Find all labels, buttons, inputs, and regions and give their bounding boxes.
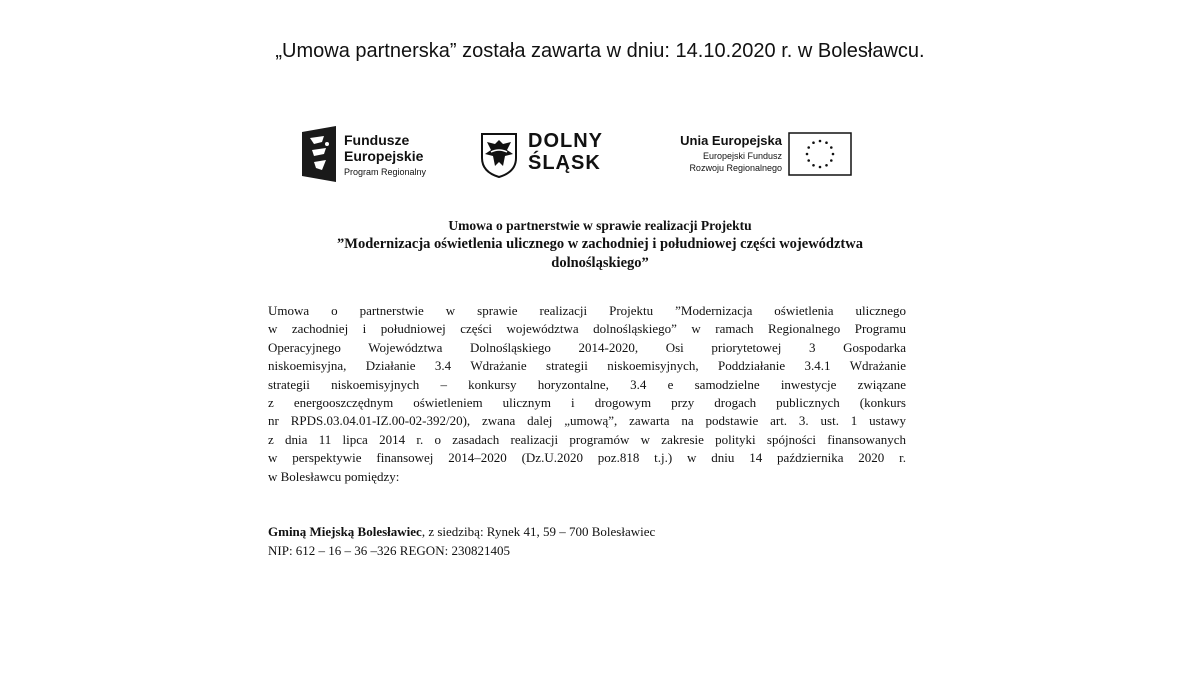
document-heading	[240, 216, 960, 273]
body-line: z dnia 11 lipca 2014 r. o zasadach realizacji programów w zakresie polityki spójności finansowanych	[268, 431, 906, 447]
dolny-slask-line1: DOLNY	[528, 130, 603, 152]
fundusze-europejskie-logo	[302, 126, 442, 186]
fundusze-europejskie-logo-icon	[302, 126, 336, 182]
body-line: w zachodniej i południowej części województwa dolnośląskiego” w ramach Regionalnego Programu	[268, 321, 906, 337]
fundusze-line2: Europejskie	[344, 148, 424, 164]
fundusze-line1: Fundusze	[344, 132, 410, 148]
heading-line2: ”Modernizacja oświetlenia ulicznego w zachodniej i południowej części województwa	[337, 236, 863, 252]
body-line: nr RPDS.03.04.01-IZ.00-02-392/20), zwana dalej „umową”, zawarta na podstawie art. 3. ust. 1 ustawy	[268, 413, 906, 429]
logo-bar	[300, 126, 860, 186]
party-address: , z siedzibą: Rynek 41, 59 – 700 Bolesławiec	[421, 524, 656, 539]
unia-line1: Unia Europejska	[680, 133, 782, 148]
body-line: z energooszczędnym oświetleniem ulicznym i drogowym przy drogach publicznych (konkurs	[268, 394, 906, 410]
document-body	[268, 302, 906, 486]
body-line: strategii niskoemisyjnych – konkursy horyzontalne, 3.4 e samodzielne inwestycje związane	[268, 376, 906, 392]
body-line: w Bolesławcu pomiędzy:	[268, 468, 400, 484]
body-line: w perspektywie finansowej 2014–2020 (Dz.U.2020 poz.818 t.j.) w dniu 14 października 2020 r.	[268, 450, 906, 466]
unia-europejska-logo	[662, 128, 862, 184]
unia-line2: Europejski Fundusz	[702, 151, 782, 161]
heading-line3: dolnośląskiego”	[551, 255, 649, 271]
contract-party	[268, 522, 906, 560]
party-ids: NIP: 612 – 16 – 36 –326 REGON: 230821405	[268, 543, 510, 558]
party-line	[268, 522, 906, 541]
body-line: Operacyjnego Województwa Dolnośląskiego 2014-2020, Osi priorytetowej 3 Gospodarka	[268, 339, 906, 355]
slide-title: „Umowa partnerska” została zawarta w dniu: 14.10.2020 r. w Bolesławcu.	[275, 40, 925, 62]
eagle-coat-of-arms-icon	[480, 132, 518, 178]
party-name: Gminą Miejską Bolesławiec	[268, 524, 422, 539]
fundusze-line3: Program Regionalny	[344, 167, 427, 177]
eu-flag-icon	[788, 132, 852, 176]
unia-line3: Rozwoju Regionalnego	[689, 163, 782, 173]
dolny-slask-logo	[480, 128, 620, 184]
body-line: Umowa o partnerstwie w sprawie realizacji Projektu ”Modernizacja oświetlenia ulicznego	[268, 303, 906, 318]
body-line: niskoemisyjna, Działanie 3.4 Wdrażanie strategii niskoemisyjnych, Poddziałanie 3.4.1 Wdrażanie	[268, 358, 906, 374]
dolny-slask-line2: ŚLĄSK	[528, 152, 601, 174]
heading-line1: Umowa o partnerstwie w sprawie realizacji Projektu	[448, 218, 752, 233]
